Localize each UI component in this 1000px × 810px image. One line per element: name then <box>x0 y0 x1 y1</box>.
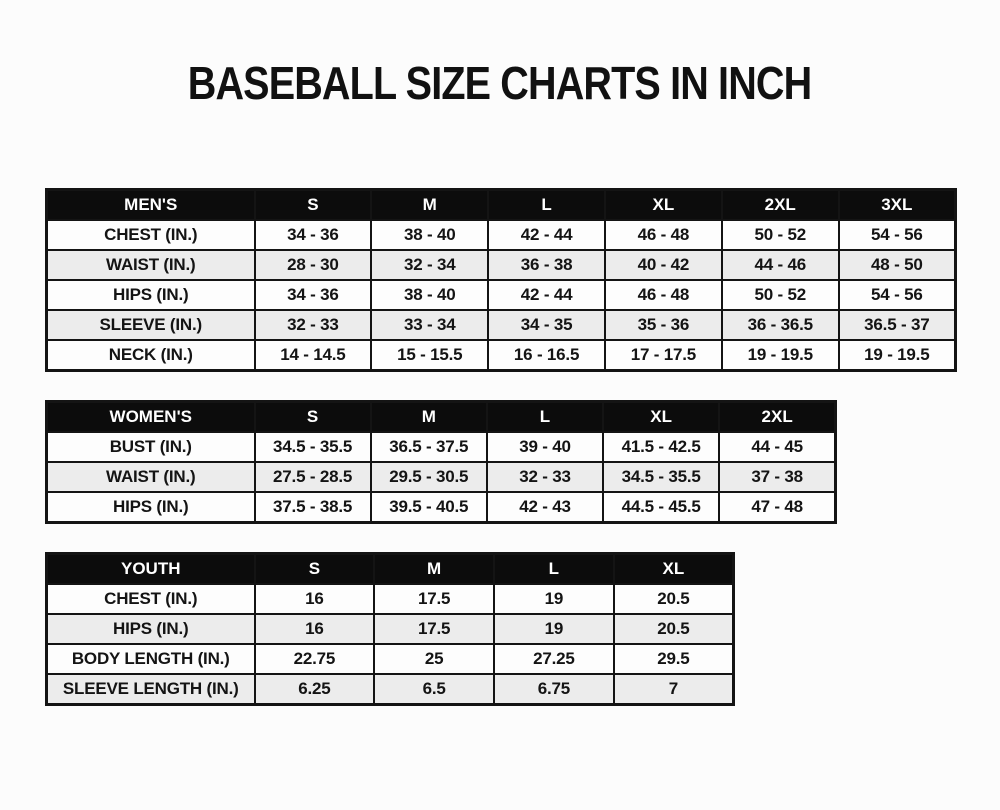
table-header-row <box>47 189 956 220</box>
size-column-header: 2XL <box>719 401 835 432</box>
size-value-cell: 14 - 14.5 <box>255 340 372 371</box>
size-value-cell: 19 <box>494 614 614 644</box>
size-value-cell: 33 - 34 <box>371 310 488 340</box>
size-value-cell: 34.5 - 35.5 <box>255 432 371 462</box>
row-label: HIPS (IN.) <box>47 614 255 644</box>
row-label: HIPS (IN.) <box>47 492 255 523</box>
size-value-cell: 42 - 44 <box>488 280 605 310</box>
size-value-cell: 38 - 40 <box>371 220 488 250</box>
size-value-cell: 48 - 50 <box>839 250 956 280</box>
size-value-cell: 47 - 48 <box>719 492 835 523</box>
size-value-cell: 46 - 48 <box>605 280 722 310</box>
size-value-cell: 39 - 40 <box>487 432 603 462</box>
size-column-header: L <box>488 189 605 220</box>
size-value-cell: 54 - 56 <box>839 220 956 250</box>
size-column-header: M <box>374 553 494 584</box>
size-value-cell: 40 - 42 <box>605 250 722 280</box>
table-row <box>47 614 734 644</box>
size-value-cell: 35 - 36 <box>605 310 722 340</box>
table-row <box>47 462 836 492</box>
table-row <box>47 340 956 371</box>
size-value-cell: 42 - 43 <box>487 492 603 523</box>
size-column-header: M <box>371 189 488 220</box>
row-label: CHEST (IN.) <box>47 584 255 614</box>
table-row <box>47 674 734 705</box>
size-value-cell: 44 - 45 <box>719 432 835 462</box>
size-value-cell: 32 - 33 <box>255 310 372 340</box>
womens-size-table <box>45 400 837 524</box>
size-value-cell: 20.5 <box>614 584 734 614</box>
size-value-cell: 15 - 15.5 <box>371 340 488 371</box>
size-value-cell: 29.5 <box>614 644 734 674</box>
size-value-cell: 39.5 - 40.5 <box>371 492 487 523</box>
size-value-cell: 36 - 36.5 <box>722 310 839 340</box>
size-column-header: XL <box>603 401 719 432</box>
row-label: WAIST (IN.) <box>47 462 255 492</box>
size-column-header: L <box>494 553 614 584</box>
size-value-cell: 7 <box>614 674 734 705</box>
table-header-row <box>47 401 836 432</box>
row-label: BODY LENGTH (IN.) <box>47 644 255 674</box>
table-group-header: MEN'S <box>47 189 255 220</box>
size-value-cell: 27.5 - 28.5 <box>255 462 371 492</box>
size-value-cell: 16 - 16.5 <box>488 340 605 371</box>
table-group-header: YOUTH <box>47 553 255 584</box>
size-value-cell: 34 - 35 <box>488 310 605 340</box>
size-value-cell: 29.5 - 30.5 <box>371 462 487 492</box>
page-title <box>0 58 1000 109</box>
size-value-cell: 20.5 <box>614 614 734 644</box>
size-column-header: S <box>255 553 375 584</box>
table-row <box>47 310 956 340</box>
size-value-cell: 28 - 30 <box>255 250 372 280</box>
size-value-cell: 32 - 34 <box>371 250 488 280</box>
size-value-cell: 34 - 36 <box>255 220 372 250</box>
size-value-cell: 44.5 - 45.5 <box>603 492 719 523</box>
size-value-cell: 22.75 <box>255 644 375 674</box>
table-row <box>47 250 956 280</box>
size-column-header: XL <box>605 189 722 220</box>
row-label: WAIST (IN.) <box>47 250 255 280</box>
size-value-cell: 34 - 36 <box>255 280 372 310</box>
row-label: SLEEVE (IN.) <box>47 310 255 340</box>
table-row <box>47 432 836 462</box>
size-value-cell: 44 - 46 <box>722 250 839 280</box>
row-label: NECK (IN.) <box>47 340 255 371</box>
size-value-cell: 46 - 48 <box>605 220 722 250</box>
size-value-cell: 32 - 33 <box>487 462 603 492</box>
table-row <box>47 584 734 614</box>
size-column-header: XL <box>614 553 734 584</box>
size-value-cell: 37 - 38 <box>719 462 835 492</box>
tables-area <box>45 188 1000 706</box>
size-chart-page <box>0 58 1000 810</box>
size-value-cell: 38 - 40 <box>371 280 488 310</box>
size-value-cell: 6.5 <box>374 674 494 705</box>
size-column-header: S <box>255 401 371 432</box>
size-value-cell: 41.5 - 42.5 <box>603 432 719 462</box>
size-value-cell: 54 - 56 <box>839 280 956 310</box>
size-value-cell: 37.5 - 38.5 <box>255 492 371 523</box>
size-column-header: 2XL <box>722 189 839 220</box>
row-label: CHEST (IN.) <box>47 220 255 250</box>
size-value-cell: 16 <box>255 584 375 614</box>
row-label: BUST (IN.) <box>47 432 255 462</box>
size-value-cell: 42 - 44 <box>488 220 605 250</box>
size-value-cell: 25 <box>374 644 494 674</box>
size-value-cell: 17 - 17.5 <box>605 340 722 371</box>
row-label: HIPS (IN.) <box>47 280 255 310</box>
size-value-cell: 36.5 - 37 <box>839 310 956 340</box>
size-column-header: S <box>255 189 372 220</box>
table-row <box>47 492 836 523</box>
row-label: SLEEVE LENGTH (IN.) <box>47 674 255 705</box>
size-column-header: 3XL <box>839 189 956 220</box>
table-group-header: WOMEN'S <box>47 401 255 432</box>
youth-size-table <box>45 552 735 706</box>
size-value-cell: 19 - 19.5 <box>839 340 956 371</box>
size-value-cell: 50 - 52 <box>722 220 839 250</box>
size-value-cell: 36 - 38 <box>488 250 605 280</box>
size-value-cell: 36.5 - 37.5 <box>371 432 487 462</box>
size-value-cell: 17.5 <box>374 614 494 644</box>
size-value-cell: 6.75 <box>494 674 614 705</box>
size-column-header: L <box>487 401 603 432</box>
size-value-cell: 19 <box>494 584 614 614</box>
size-value-cell: 6.25 <box>255 674 375 705</box>
table-row <box>47 644 734 674</box>
table-row <box>47 220 956 250</box>
size-value-cell: 27.25 <box>494 644 614 674</box>
size-column-header: M <box>371 401 487 432</box>
size-value-cell: 50 - 52 <box>722 280 839 310</box>
size-value-cell: 34.5 - 35.5 <box>603 462 719 492</box>
size-value-cell: 17.5 <box>374 584 494 614</box>
table-row <box>47 280 956 310</box>
table-header-row <box>47 553 734 584</box>
page-title-text: BASEBALL SIZE CHARTS IN INCH <box>188 57 812 109</box>
size-value-cell: 16 <box>255 614 375 644</box>
mens-size-table <box>45 188 957 372</box>
size-value-cell: 19 - 19.5 <box>722 340 839 371</box>
